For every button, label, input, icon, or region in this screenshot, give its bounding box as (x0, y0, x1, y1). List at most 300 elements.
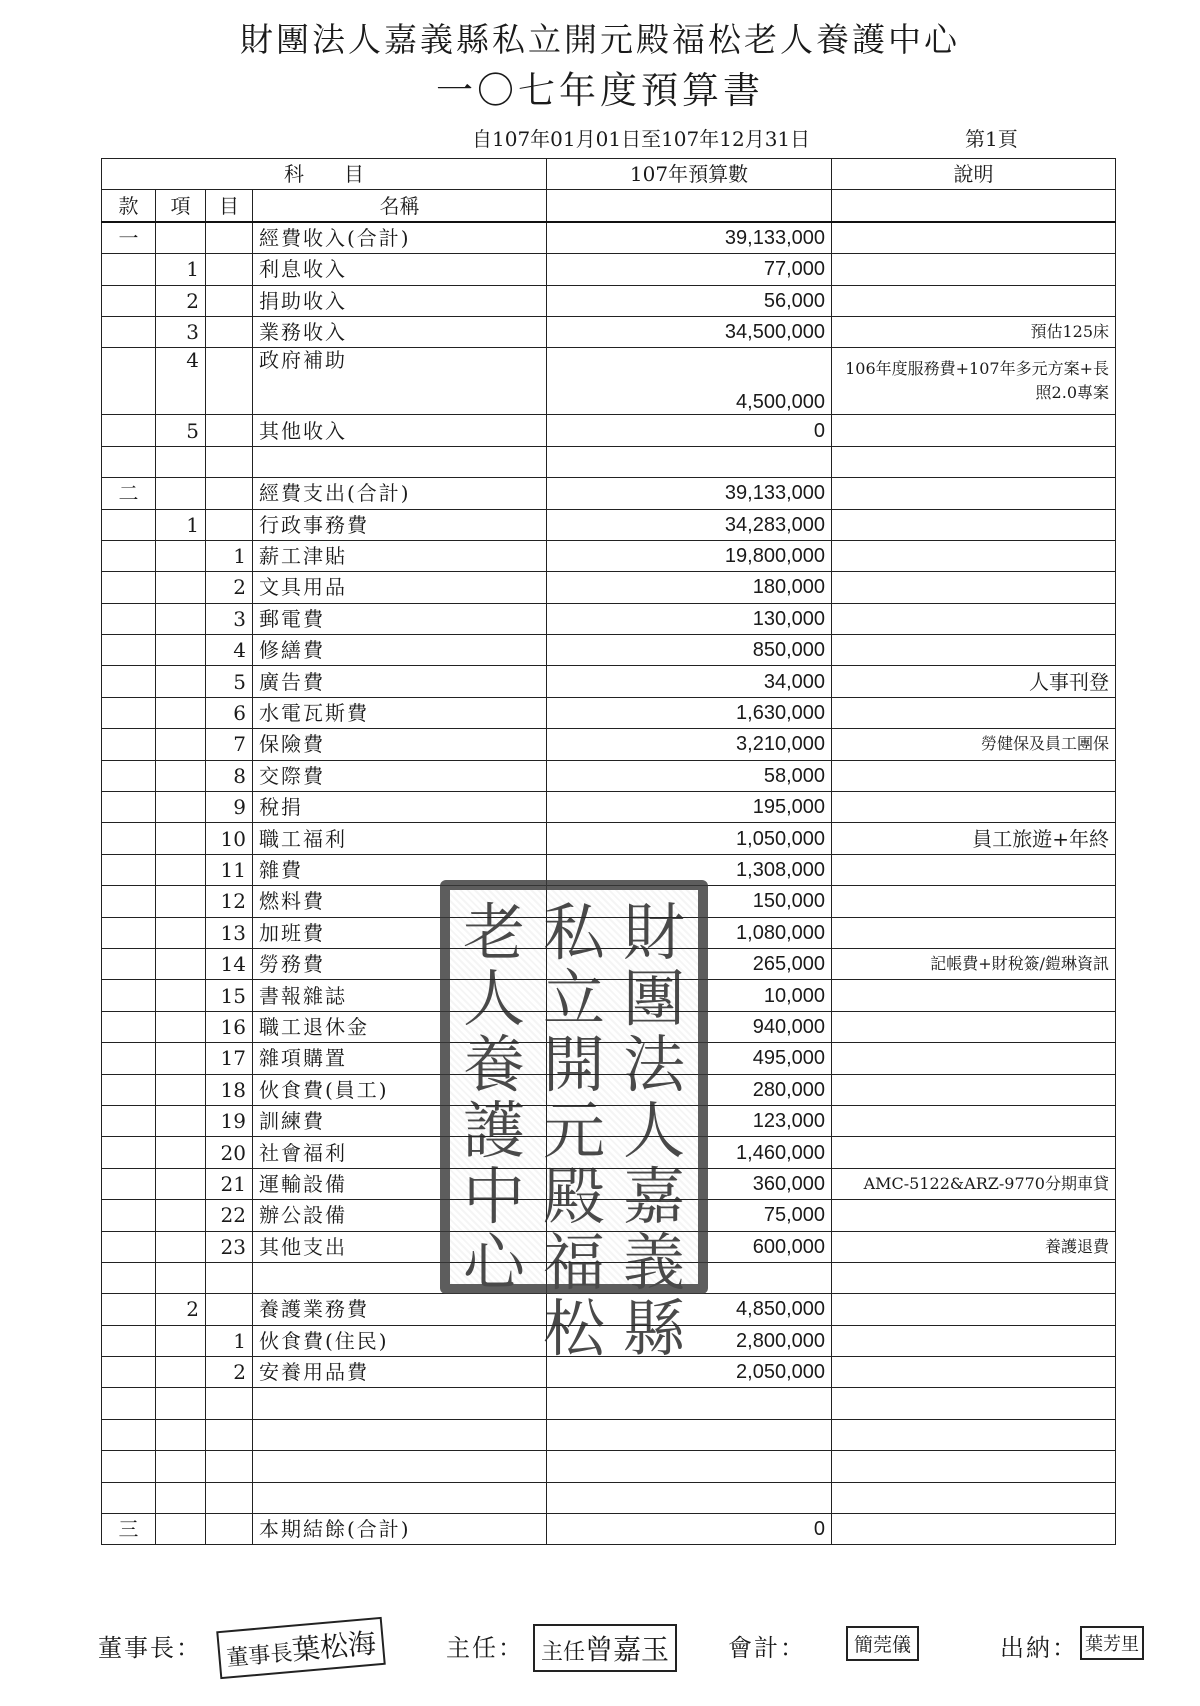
budget-amount-cell: 4,850,000 (547, 1294, 832, 1325)
note-cell (832, 1262, 1116, 1293)
mu-cell: 3 (206, 603, 253, 634)
item-name-cell (253, 446, 547, 477)
director-label: 主任： (446, 1634, 524, 1662)
xiang-cell (156, 666, 206, 697)
item-name-cell: 書報雜誌 (253, 980, 547, 1011)
xiang-cell (156, 1043, 206, 1074)
note-cell (832, 1451, 1116, 1482)
header-kuan: 款 (102, 190, 156, 222)
item-name-cell: 加班費 (253, 917, 547, 948)
document-title: 一〇七年度預算書 (436, 69, 764, 112)
xiang-cell (156, 1105, 206, 1136)
mu-cell: 10 (206, 823, 253, 854)
table-row (102, 316, 1116, 347)
note-cell (832, 285, 1116, 316)
item-name-cell: 保險費 (253, 729, 547, 760)
budget-period: 自107年01月01日至107年12月31日 (472, 127, 811, 151)
table-row (102, 285, 1116, 316)
mu-cell: 23 (206, 1231, 253, 1262)
budget-amount-cell: 2,050,000 (547, 1357, 832, 1388)
kuan-cell (102, 823, 156, 854)
mu-cell: 20 (206, 1137, 253, 1168)
note-cell (832, 222, 1116, 254)
table-row (102, 1482, 1116, 1513)
mu-cell: 7 (206, 729, 253, 760)
item-name-cell: 政府補助 (253, 348, 547, 415)
cashier-label: 出納： (1000, 1634, 1078, 1662)
xiang-cell: 3 (156, 316, 206, 347)
mu-cell (206, 478, 253, 509)
budget-amount-cell (547, 1419, 832, 1450)
budget-amount-cell: 150,000 (547, 886, 832, 917)
note-cell (832, 1294, 1116, 1325)
xiang-cell (156, 729, 206, 760)
budget-amount-cell: 940,000 (547, 1011, 832, 1042)
table-row (102, 603, 1116, 634)
xiang-cell (156, 446, 206, 477)
mu-cell: 15 (206, 980, 253, 1011)
kuan-cell (102, 1074, 156, 1105)
xiang-cell (156, 478, 206, 509)
item-name-cell: 交際費 (253, 760, 547, 791)
table-row (102, 1451, 1116, 1482)
kuan-cell (102, 792, 156, 823)
mu-cell: 11 (206, 854, 253, 885)
note-cell (832, 1357, 1116, 1388)
cashier-stamp: 葉芳里 (1080, 1626, 1144, 1660)
budget-amount-cell: 195,000 (547, 792, 832, 823)
xiang-cell: 2 (156, 285, 206, 316)
xiang-cell (156, 1011, 206, 1042)
table-row (102, 1388, 1116, 1419)
xiang-cell (156, 1200, 206, 1231)
kuan-cell (102, 603, 156, 634)
note-cell (832, 446, 1116, 477)
mu-cell (206, 446, 253, 477)
kuan-cell (102, 1168, 156, 1199)
xiang-cell (156, 823, 206, 854)
xiang-cell (156, 792, 206, 823)
item-name-cell: 其他支出 (253, 1231, 547, 1262)
xiang-cell (156, 854, 206, 885)
table-row (102, 222, 1116, 254)
budget-amount-cell: 280,000 (547, 1074, 832, 1105)
header-budget: 107年預算數 (547, 159, 832, 190)
item-name-cell: 勞務費 (253, 948, 547, 979)
note-cell (832, 854, 1116, 885)
mu-cell: 2 (206, 572, 253, 603)
budget-amount-cell: 3,210,000 (547, 729, 832, 760)
note-cell (832, 1137, 1116, 1168)
item-name-cell (253, 1482, 547, 1513)
kuan-cell (102, 886, 156, 917)
mu-cell (206, 348, 253, 415)
mu-cell (206, 222, 253, 254)
note-cell (832, 886, 1116, 917)
header-xiang: 項 (156, 190, 206, 222)
item-name-cell: 薪工津貼 (253, 540, 547, 571)
kuan-cell (102, 917, 156, 948)
table-header-row (102, 159, 1116, 190)
header-mu: 目 (206, 190, 253, 222)
table-row (102, 348, 1116, 415)
kuan-cell (102, 1011, 156, 1042)
item-name-cell: 運輸設備 (253, 1168, 547, 1199)
xiang-cell (156, 948, 206, 979)
kuan-cell: 二 (102, 478, 156, 509)
table-row (102, 540, 1116, 571)
chair-stamp-name: 葉松海 (290, 1626, 378, 1667)
table-row (102, 823, 1116, 854)
item-name-cell: 職工退休金 (253, 1011, 547, 1042)
kuan-cell (102, 348, 156, 415)
note-cell (832, 1011, 1116, 1042)
mu-cell: 17 (206, 1043, 253, 1074)
note-cell (832, 1074, 1116, 1105)
note-cell (832, 415, 1116, 446)
note-cell (832, 1105, 1116, 1136)
xiang-cell (156, 1482, 206, 1513)
item-name-cell: 經費支出(合計) (253, 478, 547, 509)
table-row (102, 792, 1116, 823)
table-row (102, 415, 1116, 446)
director-stamp (533, 1624, 677, 1672)
budget-amount-cell: 1,050,000 (547, 823, 832, 854)
xiang-cell (156, 572, 206, 603)
xiang-cell: 1 (156, 509, 206, 540)
item-name-cell: 社會福利 (253, 1137, 547, 1168)
budget-amount-cell: 58,000 (547, 760, 832, 791)
item-name-cell: 業務收入 (253, 316, 547, 347)
note-cell (832, 509, 1116, 540)
table-row (102, 729, 1116, 760)
mu-cell: 6 (206, 697, 253, 728)
item-name-cell: 雜費 (253, 854, 547, 885)
chair-stamp-title: 董事長 (225, 1640, 294, 1672)
item-name-cell: 伙食費(員工) (253, 1074, 547, 1105)
kuan-cell (102, 254, 156, 285)
xiang-cell (156, 1262, 206, 1293)
mu-cell (206, 254, 253, 285)
item-name-cell (253, 1388, 547, 1419)
budget-amount-cell: 600,000 (547, 1231, 832, 1262)
table-row (102, 254, 1116, 285)
note-cell (832, 1514, 1116, 1545)
item-name-cell (253, 1451, 547, 1482)
kuan-cell (102, 1231, 156, 1262)
table-row (102, 1325, 1116, 1356)
item-name-cell: 職工福利 (253, 823, 547, 854)
kuan-cell (102, 1294, 156, 1325)
xiang-cell (156, 1451, 206, 1482)
xiang-cell (156, 1514, 206, 1545)
kuan-cell (102, 1388, 156, 1419)
item-name-cell: 修繕費 (253, 635, 547, 666)
budget-amount-cell: 360,000 (547, 1168, 832, 1199)
kuan-cell (102, 509, 156, 540)
xiang-cell (156, 697, 206, 728)
xiang-cell (156, 886, 206, 917)
table-row (102, 697, 1116, 728)
kuan-cell (102, 316, 156, 347)
table-row (102, 1514, 1116, 1545)
mu-cell (206, 509, 253, 540)
note-cell (832, 1325, 1116, 1356)
budget-amount-cell: 1,308,000 (547, 854, 832, 885)
budget-amount-cell (547, 446, 832, 477)
kuan-cell: 三 (102, 1514, 156, 1545)
item-name-cell: 其他收入 (253, 415, 547, 446)
xiang-cell: 1 (156, 254, 206, 285)
mu-cell: 2 (206, 1357, 253, 1388)
xiang-cell (156, 980, 206, 1011)
table-row (102, 446, 1116, 477)
mu-cell: 4 (206, 635, 253, 666)
mu-cell: 13 (206, 917, 253, 948)
budget-amount-cell: 56,000 (547, 285, 832, 316)
item-name-cell: 燃料費 (253, 886, 547, 917)
mu-cell (206, 1419, 253, 1450)
director-stamp-title: 主任 (541, 1640, 586, 1665)
note-cell (832, 980, 1116, 1011)
xiang-cell (156, 1168, 206, 1199)
kuan-cell (102, 854, 156, 885)
mu-cell: 1 (206, 1325, 253, 1356)
table-row (102, 509, 1116, 540)
budget-table (101, 158, 1116, 1545)
mu-cell: 19 (206, 1105, 253, 1136)
budget-amount-cell: 34,000 (547, 666, 832, 697)
header-note-blank (832, 190, 1116, 222)
note-cell: 勞健保及員工團保 (832, 729, 1116, 760)
mu-cell (206, 285, 253, 316)
mu-cell (206, 1514, 253, 1545)
xiang-cell (156, 540, 206, 571)
xiang-cell (156, 635, 206, 666)
mu-cell (206, 316, 253, 347)
kuan-cell (102, 1200, 156, 1231)
table-row (102, 666, 1116, 697)
seal-column-3: 老 人 養 護 中 心 (462, 896, 525, 1299)
kuan-cell (102, 948, 156, 979)
note-cell: AMC-5122&ARZ-9770分期車貸 (832, 1168, 1116, 1199)
budget-amount-cell (547, 1388, 832, 1419)
xiang-cell (156, 1357, 206, 1388)
mu-cell (206, 1294, 253, 1325)
kuan-cell: 一 (102, 222, 156, 254)
note-cell (832, 917, 1116, 948)
budget-amount-cell: 1,460,000 (547, 1137, 832, 1168)
item-name-cell: 經費收入(合計) (253, 222, 547, 254)
xiang-cell (156, 222, 206, 254)
kuan-cell (102, 1325, 156, 1356)
budget-amount-cell: 19,800,000 (547, 540, 832, 571)
table-row (102, 1357, 1116, 1388)
item-name-cell: 辦公設備 (253, 1200, 547, 1231)
kuan-cell (102, 697, 156, 728)
mu-cell (206, 1482, 253, 1513)
note-cell (832, 603, 1116, 634)
budget-amount-cell: 4,500,000 (547, 348, 832, 415)
note-cell (832, 1419, 1116, 1450)
budget-amount-cell: 1,630,000 (547, 697, 832, 728)
xiang-cell (156, 917, 206, 948)
page-number: 第1頁 (965, 127, 1018, 151)
item-name-cell: 水電瓦斯費 (253, 697, 547, 728)
note-cell: 養護退費 (832, 1231, 1116, 1262)
budget-amount-cell (547, 1451, 832, 1482)
budget-amount-cell: 2,800,000 (547, 1325, 832, 1356)
note-cell (832, 478, 1116, 509)
item-name-cell: 本期結餘(合計) (253, 1514, 547, 1545)
kuan-cell (102, 572, 156, 603)
organization-title: 財團法人嘉義縣私立開元殿福松老人養護中心 (240, 20, 960, 59)
mu-cell (206, 1388, 253, 1419)
xiang-cell (156, 1388, 206, 1419)
item-name-cell: 廣告費 (253, 666, 547, 697)
item-name-cell: 利息收入 (253, 254, 547, 285)
xiang-cell (156, 1419, 206, 1450)
budget-amount-cell: 265,000 (547, 948, 832, 979)
xiang-cell: 4 (156, 348, 206, 415)
mu-cell: 16 (206, 1011, 253, 1042)
seal-column-2: 私 立 開 元 殿 福 松 (542, 896, 605, 1365)
note-cell: 人事刊登 (832, 666, 1116, 697)
kuan-cell (102, 415, 156, 446)
xiang-cell (156, 603, 206, 634)
header-budget-blank (547, 190, 832, 222)
xiang-cell: 2 (156, 1294, 206, 1325)
budget-amount-cell: 180,000 (547, 572, 832, 603)
note-cell (832, 540, 1116, 571)
note-cell (832, 254, 1116, 285)
table-row (102, 760, 1116, 791)
note-cell (832, 760, 1116, 791)
budget-amount-cell: 1,080,000 (547, 917, 832, 948)
budget-amount-cell: 850,000 (547, 635, 832, 666)
budget-amount-cell: 75,000 (547, 1200, 832, 1231)
kuan-cell (102, 1262, 156, 1293)
accountant-stamp: 簡莞儀 (846, 1626, 919, 1661)
item-name-cell: 行政事務費 (253, 509, 547, 540)
xiang-cell (156, 1137, 206, 1168)
chair-stamp (216, 1617, 386, 1679)
budget-amount-cell: 495,000 (547, 1043, 832, 1074)
mu-cell (206, 1262, 253, 1293)
mu-cell: 14 (206, 948, 253, 979)
kuan-cell (102, 729, 156, 760)
item-name-cell: 伙食費(住民) (253, 1325, 547, 1356)
note-cell: 員工旅遊+年終 (832, 823, 1116, 854)
mu-cell (206, 1451, 253, 1482)
mu-cell: 8 (206, 760, 253, 791)
budget-amount-cell: 39,133,000 (547, 478, 832, 509)
mu-cell: 1 (206, 540, 253, 571)
organization-seal (440, 880, 708, 1365)
budget-amount-cell: 77,000 (547, 254, 832, 285)
xiang-cell (156, 760, 206, 791)
table-row (102, 1294, 1116, 1325)
chair-label: 董事長： (98, 1634, 202, 1662)
note-cell (832, 1482, 1116, 1513)
xiang-cell (156, 1074, 206, 1105)
budget-amount-cell (547, 1482, 832, 1513)
kuan-cell (102, 1357, 156, 1388)
kuan-cell (102, 1043, 156, 1074)
xiang-cell (156, 1325, 206, 1356)
note-cell (832, 572, 1116, 603)
budget-amount-cell: 123,000 (547, 1105, 832, 1136)
mu-cell (206, 415, 253, 446)
mu-cell: 12 (206, 886, 253, 917)
kuan-cell (102, 1482, 156, 1513)
budget-amount-cell: 34,283,000 (547, 509, 832, 540)
kuan-cell (102, 760, 156, 791)
item-name-cell: 養護業務費 (253, 1294, 547, 1325)
budget-amount-cell: 130,000 (547, 603, 832, 634)
kuan-cell (102, 446, 156, 477)
budget-amount-cell: 10,000 (547, 980, 832, 1011)
kuan-cell (102, 1137, 156, 1168)
item-name-cell: 安養用品費 (253, 1357, 547, 1388)
item-name-cell: 郵電費 (253, 603, 547, 634)
item-name-cell: 文具用品 (253, 572, 547, 603)
kuan-cell (102, 635, 156, 666)
table-row (102, 478, 1116, 509)
seal-column-1: 財 團 法 人 嘉 義 縣 (622, 896, 685, 1365)
mu-cell: 22 (206, 1200, 253, 1231)
kuan-cell (102, 666, 156, 697)
budget-amount-cell: 0 (547, 415, 832, 446)
table-subheader-row (102, 190, 1116, 222)
kuan-cell (102, 540, 156, 571)
kuan-cell (102, 285, 156, 316)
note-cell (832, 635, 1116, 666)
header-subject: 科 目 (102, 159, 547, 190)
note-cell: 預估125床 (832, 316, 1116, 347)
xiang-cell: 5 (156, 415, 206, 446)
kuan-cell (102, 1419, 156, 1450)
xiang-cell (156, 1231, 206, 1262)
kuan-cell (102, 980, 156, 1011)
header-name: 名稱 (253, 190, 547, 222)
budget-amount-cell: 0 (547, 1514, 832, 1545)
accountant-label: 會計： (728, 1634, 806, 1662)
mu-cell: 9 (206, 792, 253, 823)
note-cell (832, 697, 1116, 728)
mu-cell: 5 (206, 666, 253, 697)
note-cell: 106年度服務費+107年多元方案+長照2.0專案 (832, 348, 1116, 415)
budget-amount-cell: 34,500,000 (547, 316, 832, 347)
mu-cell: 18 (206, 1074, 253, 1105)
mu-cell: 21 (206, 1168, 253, 1199)
item-name-cell (253, 1419, 547, 1450)
table-row (102, 1419, 1116, 1450)
header-note: 說明 (832, 159, 1116, 190)
kuan-cell (102, 1105, 156, 1136)
table-row (102, 635, 1116, 666)
item-name-cell: 稅捐 (253, 792, 547, 823)
table-row (102, 572, 1116, 603)
note-cell: 記帳費+財稅簽/鎧琳資訊 (832, 948, 1116, 979)
note-cell (832, 1043, 1116, 1074)
director-stamp-name: 曾嘉玉 (585, 1633, 670, 1666)
item-name-cell: 訓練費 (253, 1105, 547, 1136)
note-cell (832, 1388, 1116, 1419)
note-cell (832, 792, 1116, 823)
item-name-cell: 捐助收入 (253, 285, 547, 316)
item-name-cell: 雜項購置 (253, 1043, 547, 1074)
